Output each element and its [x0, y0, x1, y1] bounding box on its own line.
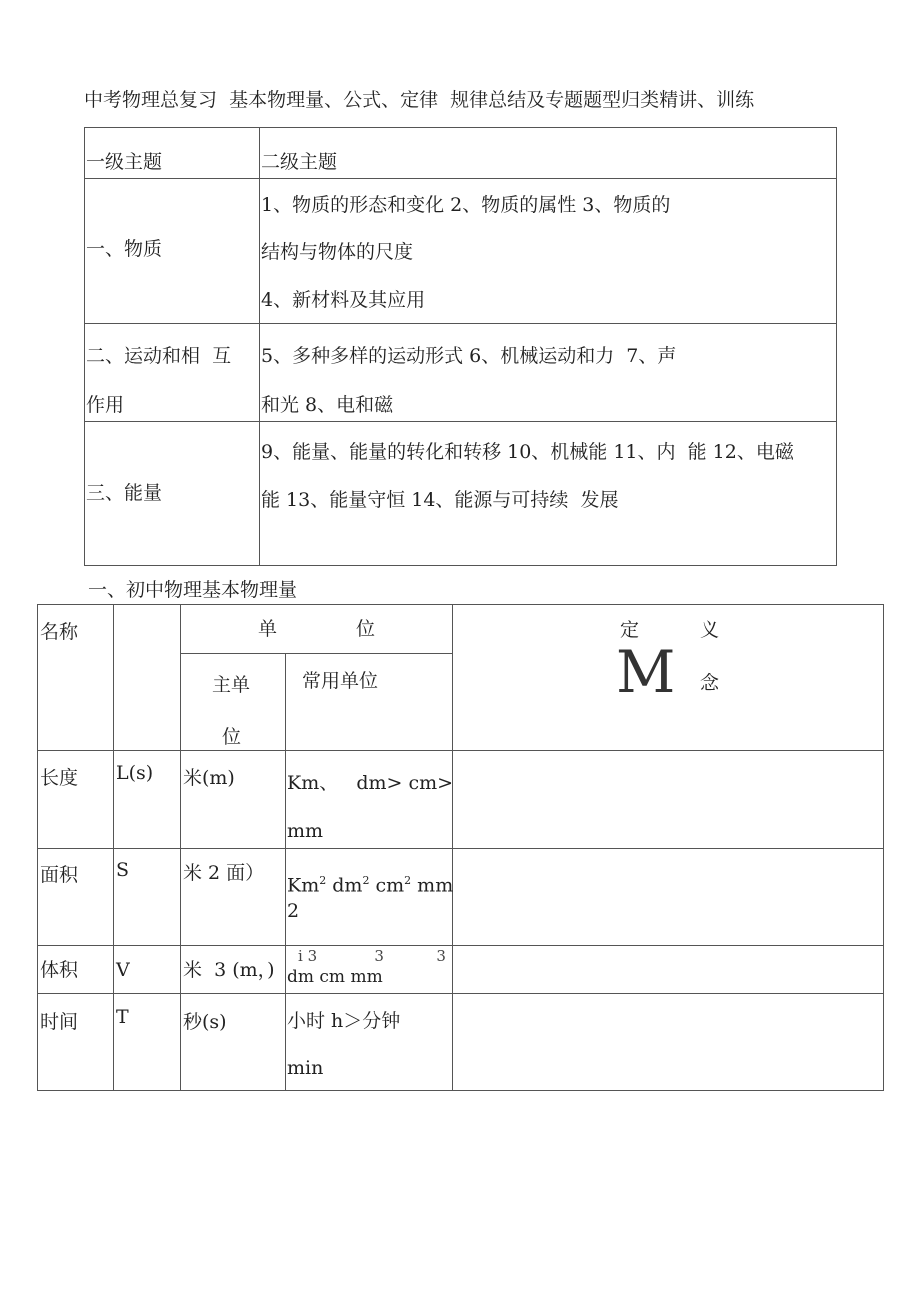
header-secondary: 二级主题 — [261, 151, 338, 173]
secondary-topic: 5、多种多样的运动形式 6、机械运动和力 7、声 — [261, 345, 677, 367]
secondary-topic: 1、物质的形态和变化 2、物质的属性 3、物质的 — [261, 194, 671, 216]
main-unit: 米(m) — [183, 767, 235, 789]
quantity-symbol: S — [116, 859, 130, 881]
header-primary: 一级主题 — [86, 151, 163, 173]
header-definition: 念 — [700, 672, 720, 694]
main-unit: 秒(s) — [183, 1011, 227, 1033]
header-unit: 位 — [356, 618, 376, 640]
header-unit: 单 — [258, 618, 278, 640]
common-unit: Km、 dm> cm> — [287, 772, 454, 794]
common-unit: min — [287, 1057, 324, 1079]
primary-topic: 作用 — [86, 394, 125, 416]
primary-topic: 一、物质 — [86, 238, 163, 260]
common-unit: 小时 h＞分钟 — [287, 1010, 401, 1032]
header-definition: 义 — [700, 619, 720, 641]
secondary-topic: 4、新材料及其应用 — [261, 289, 426, 311]
secondary-topic: 9、能量、能量的转化和转移 10、机械能 11、内 能 12、电磁 — [261, 441, 794, 463]
quantity-name: 体积 — [40, 959, 79, 981]
quantity-name: 长度 — [40, 767, 79, 789]
common-unit-exponents: i 3 3 3 — [298, 947, 446, 965]
quantity-symbol: T — [116, 1006, 129, 1028]
section-heading: 一、初中物理基本物理量 — [88, 579, 298, 601]
main-unit: 米 3 (m，) — [183, 959, 275, 981]
quantity-symbol: L(s) — [116, 762, 154, 784]
header-name: 名称 — [40, 621, 79, 643]
secondary-topic: 能 13、能量守恒 14、能源与可持续 发展 — [261, 489, 619, 511]
quantity-name: 时间 — [40, 1011, 79, 1033]
header-common-unit: 常用单位 — [302, 670, 379, 692]
quantity-symbol: V — [116, 959, 130, 981]
secondary-topic: 结构与物体的尺度 — [261, 241, 414, 263]
common-unit: 2 — [287, 900, 300, 922]
secondary-topic: 和光 8、电和磁 — [261, 394, 394, 416]
common-unit: mm — [287, 820, 324, 842]
primary-topic: 二、运动和相 互 — [86, 345, 232, 367]
quantity-name: 面积 — [40, 864, 79, 886]
main-unit: 米 2 面） — [183, 862, 265, 884]
common-unit: dm cm mm — [287, 967, 383, 987]
header-definition-mark: M — [616, 638, 676, 706]
common-unit: Km$^2$ $dm^2$ $cm^2$ mm — [287, 874, 454, 897]
document-title: 中考物理总复习 基本物理量、公式、定律 规律总结及专题题型归类精讲、训练 — [84, 89, 755, 111]
primary-topic: 三、能量 — [86, 482, 163, 504]
header-definition: 定 — [620, 619, 640, 641]
header-main-unit: 位 — [222, 726, 242, 748]
header-main-unit: 主单 — [212, 674, 251, 696]
